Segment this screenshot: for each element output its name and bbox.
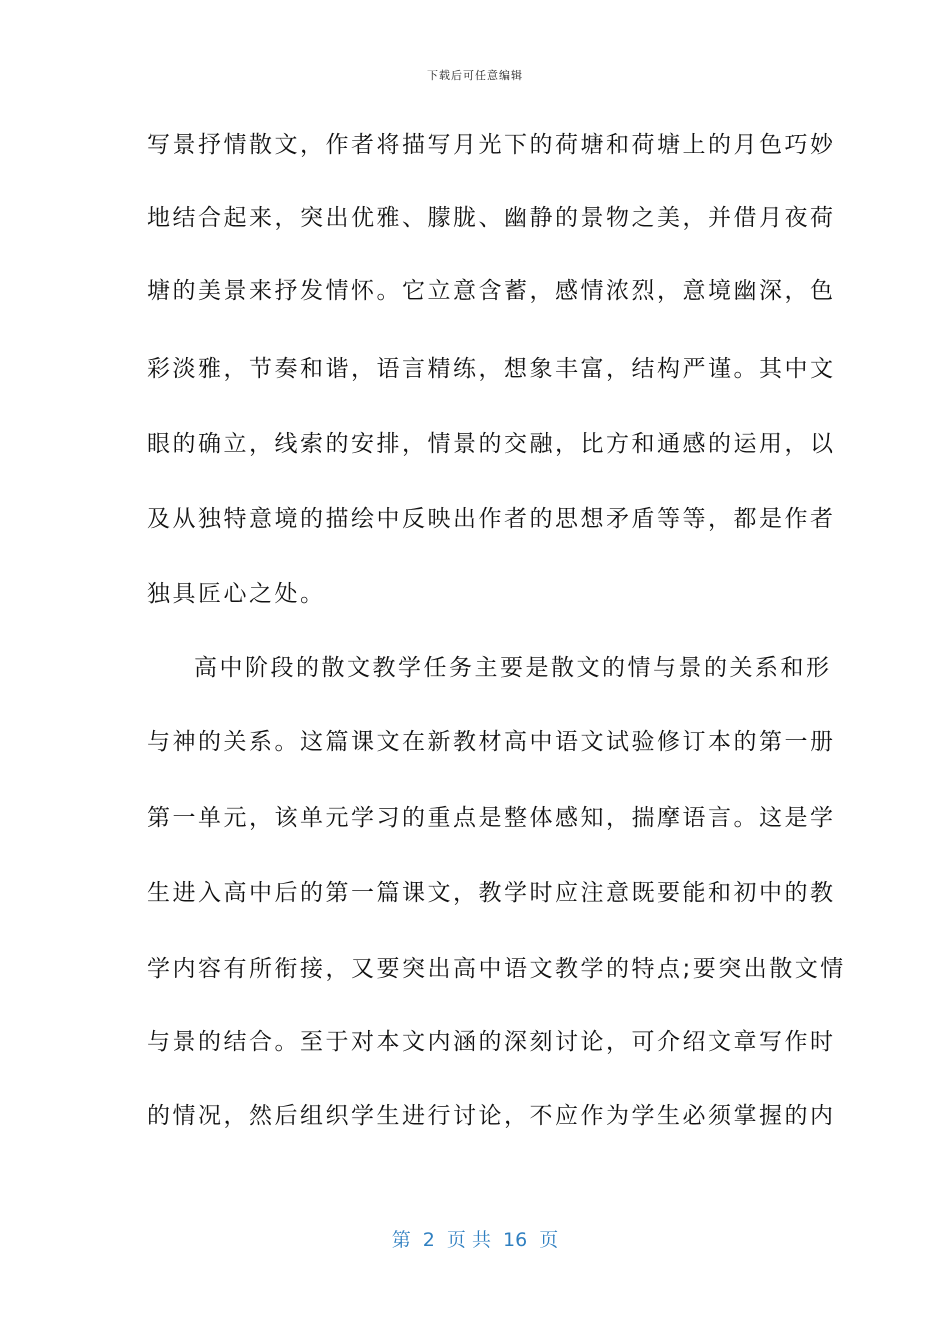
text-line: 生进入高中后的第一篇课文，教学时应注意既要能和初中的教: [147, 880, 836, 906]
page-footer: 第 2 页 共 16 页: [391, 1229, 559, 1251]
text-line: 及从独特意境的描绘中反映出作者的思想矛盾等等，都是作者: [147, 506, 836, 532]
page-header: 下载后可任意编辑: [427, 69, 523, 82]
text-line: 与神的关系。这篇课文在新教材高中语文试验修订本的第一册: [147, 729, 836, 755]
text-line: 与景的结合。至于对本文内涵的深刻讨论，可介绍文章写作时: [147, 1029, 836, 1055]
text-line: 学内容有所衔接，又要突出高中语文教学的特点;要突出散文情: [147, 956, 846, 982]
text-line: 第一单元，该单元学习的重点是整体感知，揣摩语言。这是学: [147, 805, 836, 831]
paragraph-first-line: 高中阶段的散文教学任务主要是散文的情与景的关系和形: [194, 655, 832, 681]
text-line: 独具匠心之处。: [147, 581, 326, 607]
text-line: 地结合起来，突出优雅、朦胧、幽静的景物之美，并借月夜荷: [147, 205, 836, 231]
text-line: 写景抒情散文，作者将描写月光下的荷塘和荷塘上的月色巧妙: [147, 132, 836, 158]
text-line: 彩淡雅，节奏和谐，语言精练，想象丰富，结构严谨。其中文: [147, 356, 836, 382]
text-line: 的情况，然后组织学生进行讨论，不应作为学生必须掌握的内: [147, 1103, 836, 1129]
text-line: 眼的确立，线索的安排，情景的交融，比方和通感的运用，以: [147, 431, 836, 457]
text-line: 塘的美景来抒发情怀。它立意含蓄，感情浓烈，意境幽深，色: [147, 278, 836, 304]
